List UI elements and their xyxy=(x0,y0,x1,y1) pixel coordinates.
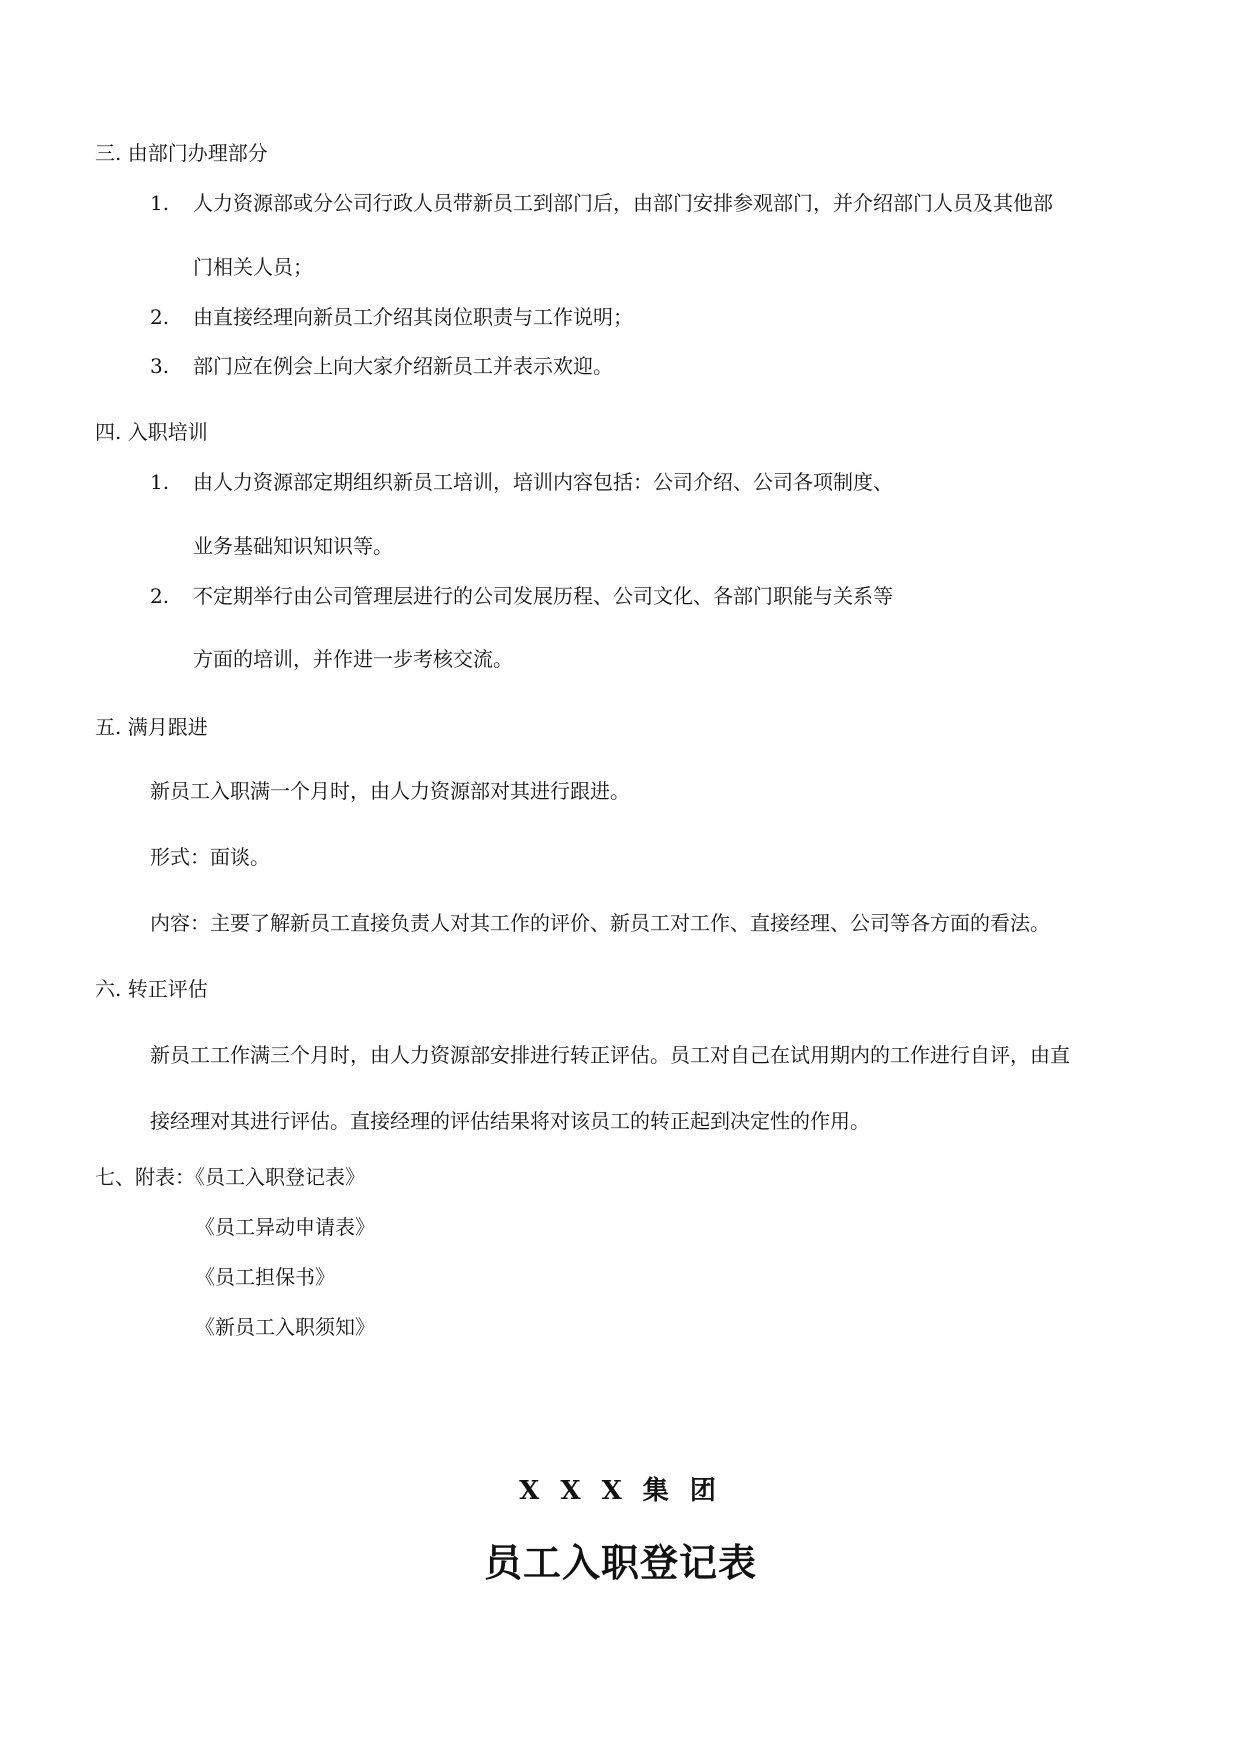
list-item-text: 由人力资源部定期组织新员工培训，培训内容包括：公司介绍、公司各项制度、 xyxy=(193,470,893,494)
paragraph: 内容：主要了解新员工直接负责人对其工作的评价、新员工对工作、直接经理、公司等各方面的看法。 xyxy=(150,911,1050,935)
list-item-number: 2. xyxy=(150,584,170,608)
appendix-item: 《新员工入职须知》 xyxy=(195,1315,375,1339)
list-item-number: 3. xyxy=(150,354,170,378)
paragraph-continued: 接经理对其进行评估。直接经理的评估结果将对该员工的转正起到决定性的作用。 xyxy=(150,1109,870,1133)
list-item-text-continued: 业务基础知识知识等。 xyxy=(193,534,393,558)
appendix-item: 《员工异动申请表》 xyxy=(195,1215,375,1239)
list-item-text: 由直接经理向新员工介绍其岗位职责与工作说明； xyxy=(193,305,633,329)
appendix-item: 《员工担保书》 xyxy=(195,1265,335,1289)
section-6-heading: 六. 转正评估 xyxy=(95,977,208,1001)
section-3-heading: 三. 由部门办理部分 xyxy=(95,141,268,165)
paragraph: 形式：面谈。 xyxy=(150,845,270,869)
list-item-number: 2. xyxy=(150,305,170,329)
section-5-heading: 五. 满月跟进 xyxy=(95,715,208,739)
list-item-text: 不定期举行由公司管理层进行的公司发展历程、公司文化、各部门职能与关系等 xyxy=(193,584,893,608)
list-item-text: 人力资源部或分公司行政人员带新员工到部门后，由部门安排参观部门，并介绍部门人员及其他部 xyxy=(193,191,1053,215)
list-item-number: 1. xyxy=(150,470,170,494)
section-7-heading: 七、附表：《员工入职登记表》 xyxy=(95,1165,365,1189)
list-item-number: 1. xyxy=(150,191,170,215)
list-item-text-continued: 门相关人员； xyxy=(193,255,313,279)
paragraph: 新员工工作满三个月时，由人力资源部安排进行转正评估。员工对自己在试用期内的工作进行自评，由直 xyxy=(150,1043,1070,1067)
list-item-text-continued: 方面的培训，并作进一步考核交流。 xyxy=(193,647,513,671)
paragraph: 新员工入职满一个月时，由人力资源部对其进行跟进。 xyxy=(150,779,630,803)
company-name: X X X 集 团 xyxy=(519,1476,722,1506)
list-item-text: 部门应在例会上向大家介绍新员工并表示欢迎。 xyxy=(193,354,613,378)
section-4-heading: 四. 入职培训 xyxy=(95,420,208,444)
form-title: 员工入职登记表 xyxy=(483,1540,757,1585)
